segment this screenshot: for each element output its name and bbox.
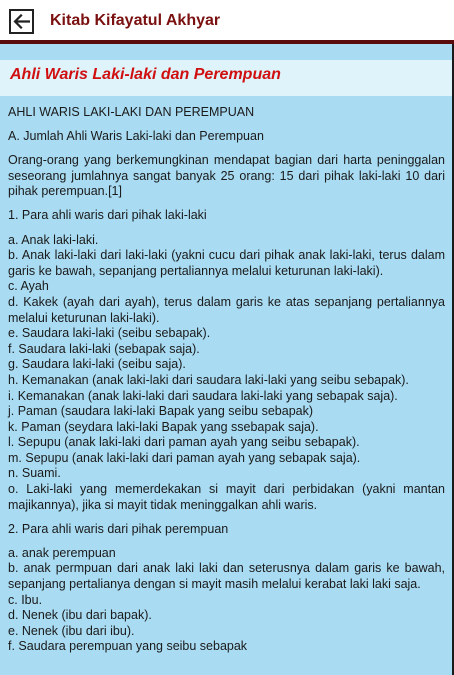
list-item: e. Saudara laki-laki (seibu sebapak). xyxy=(8,326,211,341)
article-heading: Ahli Waris Laki-laki dan Perempuan xyxy=(10,66,281,83)
subsection-title: A. Jumlah Ahli Waris Laki-laki dan Perempuan xyxy=(8,129,264,144)
list-item: d. Nenek (ibu dari bapak). xyxy=(8,608,152,623)
list-item: h. Kemanakan (anak laki-laki dari saudara laki-laki yang seibu sebapak). xyxy=(8,372,409,387)
list-item: f. Saudara laki-laki (sebapak saja). xyxy=(8,341,200,356)
list-item: k. Paman (seydara laki-laki Bapak yang ssebapak saja). xyxy=(8,419,319,434)
female-heirs-heading: 2. Para ahli waris dari pihak perempuan xyxy=(8,521,229,536)
list-item: b. Anak laki-laki dari laki-laki (yakni cucu dari pihak anak laki-laki, terus dalam garis ke bawah, sepanjang pertaliannya melalui keturunan laki-laki). xyxy=(8,248,445,278)
list-item: j. Paman (saudara laki-laki Bapak yang seibu sebapak) xyxy=(8,404,314,419)
article-view[interactable] xyxy=(0,44,454,675)
list-item: g. Saudara laki-laki (seibu saja). xyxy=(8,357,186,372)
list-item: o. Laki-laki yang memerdekakan si mayit dari perbidakan (yakni mantan majikannya), jika si mayit tidak meninggalkan ahli waris. xyxy=(8,482,445,512)
male-heirs-heading: 1. Para ahli waris dari pihak laki-laki xyxy=(8,208,207,223)
section-title: AHLI WARIS LAKI-LAKI DAN PEREMPUAN xyxy=(8,105,255,119)
article-body xyxy=(8,105,445,664)
list-item: a. anak perempuan xyxy=(8,545,116,560)
list-item: c. Ayah xyxy=(8,279,49,294)
intro-paragraph: Orang-orang yang berkemungkinan mendapat bagian dari harta peninggalan seseorang jumlahnya sangat banyak 25 orang: 15 dari pihak laki-laki 10 dari pihak perempuan.[1] xyxy=(8,153,445,199)
list-item: c. Ibu. xyxy=(8,592,43,607)
arrow-left-icon xyxy=(13,14,30,29)
app-title: Kitab Kifayatul Akhyar xyxy=(50,12,221,29)
list-item: e. Nenek (ibu dari ibu). xyxy=(8,623,135,638)
app-bar xyxy=(0,0,454,42)
list-item: n. Suami. xyxy=(8,466,61,481)
list-item: i. Kemanakan (anak laki-laki dari saudara laki-laki yang sebapak saja). xyxy=(8,388,398,403)
list-item: m. Sepupu (anak laki-laki dari paman ayah yang sebapak saja). xyxy=(8,450,361,465)
back-button[interactable] xyxy=(9,9,34,34)
male-heirs-list xyxy=(8,233,445,514)
list-item: b. anak permpuan dari anak laki laki dan seterusnya dalam garis ke bawah, sepanjang pertalianya dengan si mayit masih melalui kerabat laki laki saja. xyxy=(8,561,445,592)
female-heirs-list xyxy=(8,546,445,655)
list-item: f. Saudara perempuan yang seibu sebapak xyxy=(8,639,248,654)
list-item: a. Anak laki-laki. xyxy=(8,232,99,247)
list-item: l. Sepupu (anak laki-laki dari paman ayah yang seibu sebapak). xyxy=(8,435,360,450)
list-item: d. Kakek (ayah dari ayah), terus dalam garis ke atas sepanjang pertaliannya melalui keturunan laki-laki). xyxy=(8,294,445,325)
article-heading-band xyxy=(0,60,452,96)
